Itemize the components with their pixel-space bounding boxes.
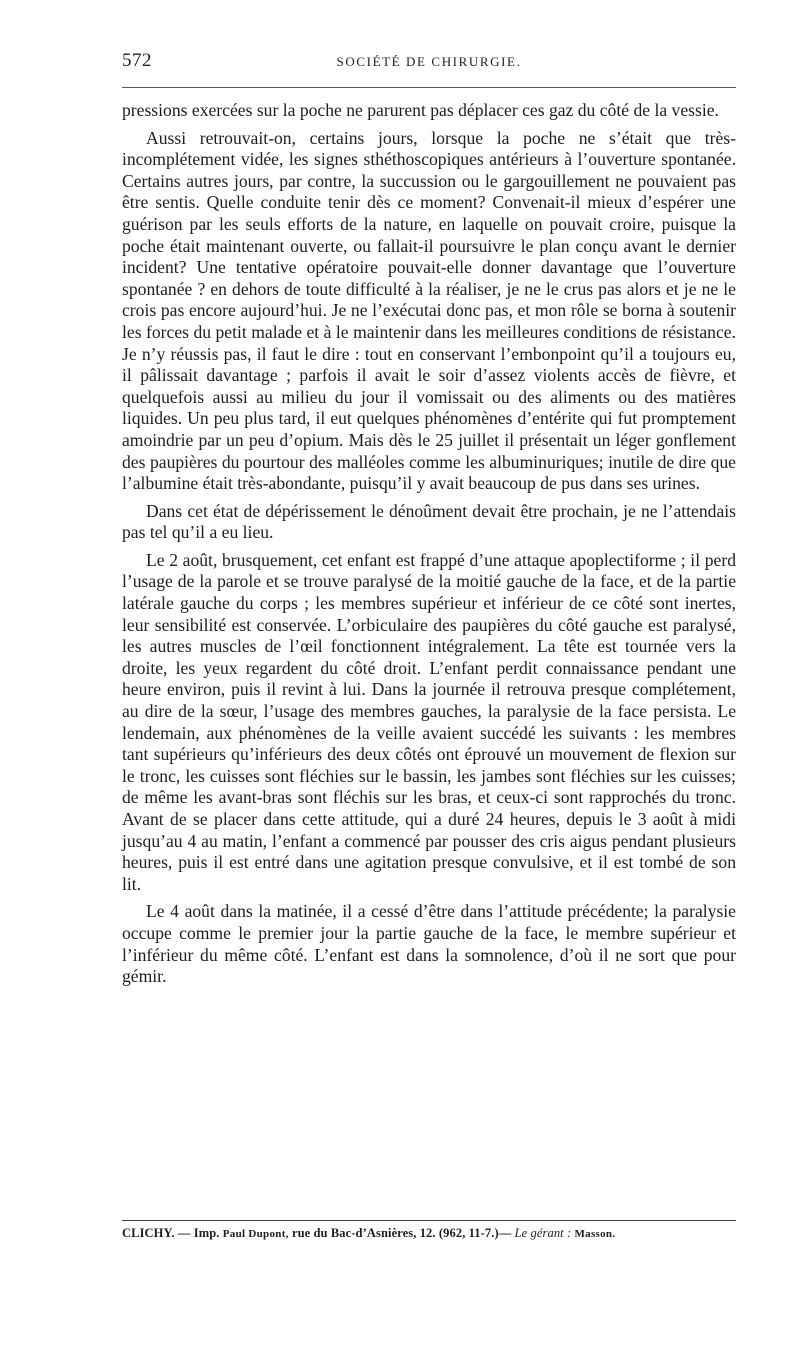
paragraph-continued: pressions exercées sur la poche ne parurent pas déplacer ces gaz du côté de la vessie. xyxy=(122,100,719,120)
journal-title: SOCIÉTÉ DE CHIRURGIE. xyxy=(336,54,522,69)
running-head xyxy=(122,46,736,74)
imprint-imp: Imp. xyxy=(193,1226,220,1240)
imprint-manager-name: Masson. xyxy=(574,1228,616,1240)
paragraph: Le 4 août dans la matinée, il a cessé d’être dans l’attitude précédente; la paralysie occupe comme le premier jour la partie gauche de la face, le membre supérieur et l’inférieur du même côté. L’enfant est dans la somnolence, d’où il ne sort que pour gémir. xyxy=(122,901,736,987)
page-number: 572 xyxy=(122,50,152,71)
paragraph: Dans cet état de dépérissement le dénoûment devait être prochain, je ne l’attendais pas tel qu’il a eu lieu. xyxy=(122,500,736,543)
imprint-city: CLICHY. — xyxy=(122,1226,191,1240)
body-text xyxy=(122,100,736,988)
imprint-manager-label: Le gérant : xyxy=(514,1226,572,1240)
footer-rule xyxy=(122,1220,736,1221)
imprint-printer: Paul Dupont, xyxy=(222,1228,289,1240)
header-rule xyxy=(122,87,736,88)
imprint-job-code: (962, 11-7.)— xyxy=(438,1226,512,1240)
imprint-address: rue du Bac-d’Asnières, 12. xyxy=(291,1226,436,1240)
printer-imprint xyxy=(122,1226,762,1241)
paragraph: Aussi retrouvait-on, certains jours, lorsque la poche ne s’était que très-incomplétement vidée, les signes sthéthoscopiques antérieurs à l’ouverture spontanée. Certains autres jours, par contre, la succussion ou le gargouillement ne pouvaient pas être sentis. Quelle conduite tenir dès ce moment? Convenait-il mieux d’espérer une guérison par les seuls efforts de la nature, en laquelle on pouvait croire, puisque la poche était maintenant ouverte, ou fallait-il poursuivre le plan conçu avant le dernier incident? Une tentative opératoire pouvait-elle donner davantage que l’ouverture spontanée ? en dehors de toute difficulté à la réaliser, je ne le crus pas alors et je ne le crois pas encore aujourd’hui. Je ne l’exécutai donc pas, et mon rôle se borna à soutenir les forces du petit malade et à le maintenir dans les meilleures conditions de résistance. Je n’y réussis pas, il faut le dire : tout en conservant l’embonpoint qu’il a toujours eu, il pâlissait davantage ; parfois il avait le soir d’assez violents accès de fièvre, et quelquefois aussi au milieu du jour il vomissait ou des aliments ou des matières liquides. Un peu plus tard, il eut quelques phénomènes d’entérite qui fut promptement amoindrie par un peu d’opium. Mais dès le 25 juillet il présentait un léger gonflement des paupières du pourtour des malléoles comme les albuminuriques; inutile de dire que l’albumine était très-abondante, puisqu’il y avait beaucoup de pus dans ses urines. xyxy=(122,127,736,494)
paragraph: Le 2 août, brusquement, cet enfant est frappé d’une attaque apoplectiforme ; il perd l’usage de la parole et se trouve paralysé de la moitié gauche de la face, et de la partie latérale gauche du corps ; les membres supérieur et inférieur de ce côté sont inertes, leur sensibilité est conservée. L’orbiculaire des paupières du côté gauche est paralysé, les autres muscles de l’œil fonctionnent intégralement. La tête est tournée vers la droite, les yeux regardent du côté droit. L’enfant perdit connaissance pendant une heure environ, puis il revint à lui. Dans la journée il retrouva presque complétement, au dire de la sœur, l’usage des membres gauches, la paralysie de la face persista. Le lendemain, aux phénomènes de la veille avaient succédé les suivants : les membres tant supérieurs qu’inférieurs des deux côtés ont éprouvé un mouvement de flexion sur le tronc, les cuisses sont fléchies sur le bassin, les jambes sont fléchies sur les cuisses; de même les avant-bras sont fléchis sur les bras, et ceux-ci sont rapprochés du tronc. Avant de se placer dans cette attitude, qui a duré 24 heures, depuis le 3 août à midi jusqu’au 4 au matin, l’enfant a commencé par pousser des cris aigus pendant plusieurs heures, puis il est entré dans une agitation presque convulsive, et il est tombé de son lit. xyxy=(122,549,736,894)
